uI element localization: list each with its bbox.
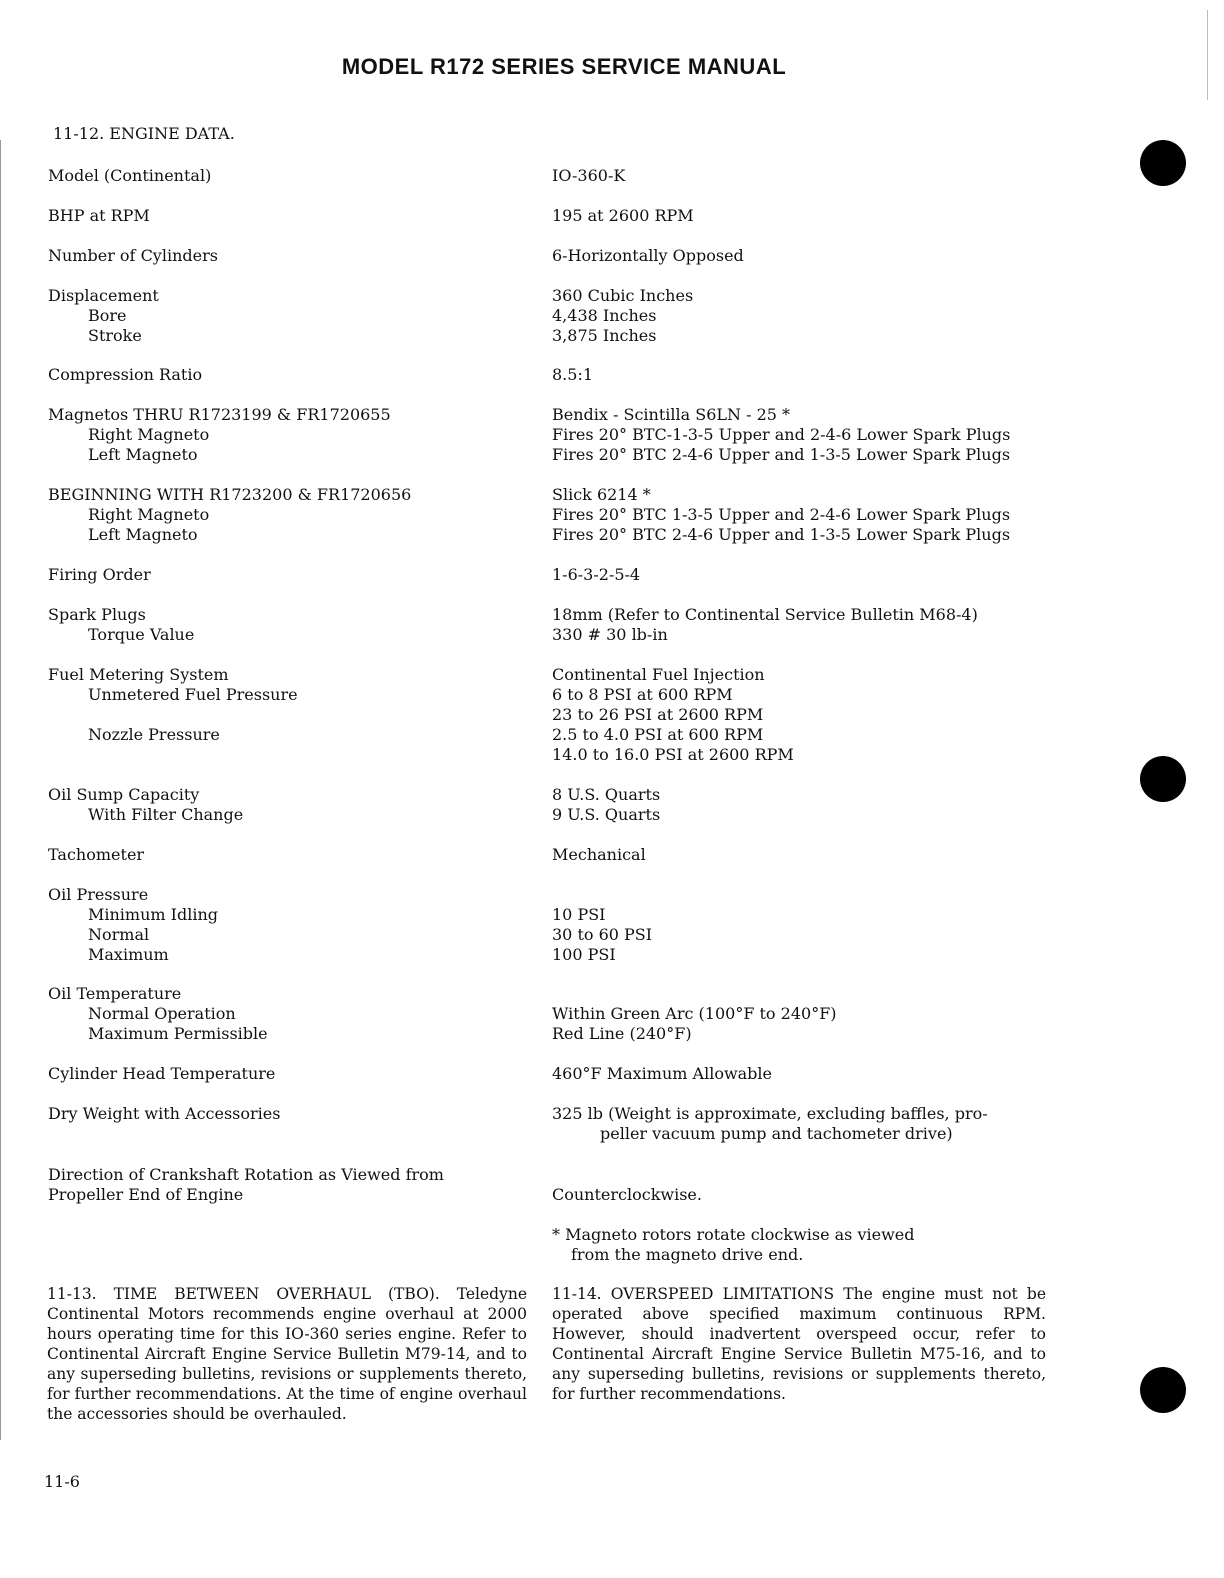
spec-value-line: 330 # 30 lb-in [552,625,668,644]
spec-label-line: Fuel Metering System [48,665,229,684]
footnote [552,1225,1072,1265]
footnote-line-2: from the magneto drive end. [571,1245,804,1264]
spec-label [48,485,528,545]
spec-label [48,166,528,186]
spec-label-line: Maximum [88,945,169,964]
spec-value [552,166,1112,186]
spec-label-line: Torque Value [88,625,195,644]
spec-value-line: 18mm (Refer to Continental Service Bulletin M68-4) [552,605,978,624]
spec-label-line: Oil Pressure [48,885,149,904]
spec-value [552,885,1112,965]
spec-value-line: 9 U.S. Quarts [552,805,661,824]
page-number: 11-6 [44,1472,80,1491]
spec-value-line: 8.5:1 [552,365,594,384]
spec-label-line: Number of Cylinders [48,246,218,265]
spec-label-line: Normal Operation [88,1004,236,1023]
spec-label-line: Left Magneto [88,525,198,544]
spec-value-line: 2.5 to 4.0 PSI at 600 RPM [552,725,764,744]
spec-label-line: Right Magneto [88,425,210,444]
spec-label-line: Spark Plugs [48,605,146,624]
spec-label [48,1165,528,1205]
spec-value [552,206,1112,226]
spec-label [48,246,528,266]
spec-label [48,785,528,825]
spec-value-line: Continental Fuel Injection [552,665,765,684]
left-scan-edge [0,140,1,1440]
spec-label-line: Bore [88,306,127,325]
spec-value [552,785,1112,825]
spec-label-line: Oil Temperature [48,984,182,1003]
spec-value-line [552,885,1112,905]
spec-value [552,605,1112,645]
spec-value-line: 3,875 Inches [552,326,657,345]
spec-value-line: 14.0 to 16.0 PSI at 2600 RPM [552,745,794,764]
spec-value-line: Red Line (240°F) [552,1024,692,1043]
spec-label [48,845,528,865]
spec-label [48,984,528,1044]
spec-label-line: Propeller End of Engine [48,1185,244,1204]
punch-hole-top [1140,140,1186,186]
spec-value-line: Within Green Arc (100°F to 240°F) [552,1004,837,1023]
punch-hole-bottom [1140,1367,1186,1413]
spec-label [48,286,528,346]
spec-value-line: 325 lb (Weight is approximate, excluding baffles, pro- [552,1104,988,1123]
spec-value [552,565,1112,585]
spec-label [48,885,528,965]
spec-value-line: Fires 20° BTC 2-4-6 Upper and 1-3-5 Lower Spark Plugs [552,525,1011,544]
spec-label-line: Cylinder Head Temperature [48,1064,276,1083]
footnote-line-1: * Magneto rotors rotate clockwise as viewed [552,1225,915,1244]
spec-value [552,286,1112,346]
spec-label-line: Oil Sump Capacity [48,785,200,804]
spec-value-line: Counterclockwise. [552,1185,702,1204]
spec-value-line: 4,438 Inches [552,306,657,325]
spec-label-line: Dry Weight with Accessories [48,1104,281,1123]
spec-label [48,1064,528,1084]
tbo-paragraph: 11-13. TIME BETWEEN OVERHAUL (TBO). Teledyne Continental Motors recommends engine overhaul at 2000 hours operating time for this IO-360 series engine. Refer to Continental Aircraft Engine Service Bulletin M79-14, and to any superseding bulletins, revisions or supplements thereto, for further recommendations. At the time of engine overhaul the accessories should be overhauled. [47,1285,527,1423]
spec-value [552,1165,1112,1205]
spec-value-line: IO-360-K [552,166,626,185]
spec-value-line: 460°F Maximum Allowable [552,1064,773,1083]
spec-value-line: Fires 20° BTC 2-4-6 Upper and 1-3-5 Lower Spark Plugs [552,445,1011,464]
spec-label-line: BEGINNING WITH R1723200 & FR1720656 [48,485,412,504]
spec-label-line [48,705,528,725]
spec-value-line: Slick 6214 * [552,485,651,504]
spec-label [48,665,528,745]
spec-value-line: Bendix - Scintilla S6LN - 25 * [552,405,791,424]
page-header: MODEL R172 SERIES SERVICE MANUAL [341,54,787,79]
spec-label [48,605,528,645]
spec-value-line: 8 U.S. Quarts [552,785,661,804]
spec-value [552,845,1112,865]
spec-label-line: Firing Order [48,565,151,584]
section-title: 11-12. ENGINE DATA. [53,124,235,143]
spec-label-line: Left Magneto [88,445,198,464]
spec-label-line: Minimum Idling [88,905,218,924]
spec-value-line: Mechanical [552,845,646,864]
spec-label [48,565,528,585]
spec-label-line: With Filter Change [88,805,244,824]
spec-label-line: Direction of Crankshaft Rotation as Viewed from [48,1165,444,1184]
spec-value-line: 6 to 8 PSI at 600 RPM [552,685,733,704]
spec-value-line: 100 PSI [552,945,616,964]
spec-label-line: Normal [88,925,150,944]
spec-value-line: 1-6-3-2-5-4 [552,565,641,584]
spec-value [552,1104,1112,1144]
punch-hole-middle [1140,756,1186,802]
spec-value-line [552,984,1112,1004]
spec-value-line: Fires 20° BTC 1-3-5 Upper and 2-4-6 Lower Spark Plugs [552,505,1011,524]
spec-value-line: 30 to 60 PSI [552,925,653,944]
spec-label [48,206,528,226]
spec-value [552,1064,1112,1084]
spec-label [48,365,528,385]
spec-label [48,1104,528,1124]
spec-value-line: Fires 20° BTC-1-3-5 Upper and 2-4-6 Lower Spark Plugs [552,425,1011,444]
spec-label-line: Stroke [88,326,142,345]
spec-value-line: 360 Cubic Inches [552,286,694,305]
spec-label-line: Maximum Permissible [88,1024,268,1043]
spec-value [552,246,1112,266]
right-scan-edge [1207,10,1208,100]
spec-label-line: BHP at RPM [48,206,150,225]
spec-value-line: 6-Horizontally Opposed [552,246,744,265]
spec-label-line: Right Magneto [88,505,210,524]
spec-label-line: Compression Ratio [48,365,203,384]
spec-label-line: Nozzle Pressure [88,725,220,744]
spec-label-line: Magnetos THRU R1723199 & FR1720655 [48,405,391,424]
spec-value [552,984,1112,1044]
spec-value-line: 10 PSI [552,905,606,924]
spec-value-line: 195 at 2600 RPM [552,206,694,225]
spec-value [552,485,1112,545]
spec-label-line: Displacement [48,286,159,305]
spec-label [48,405,528,465]
overspeed-paragraph: 11-14. OVERSPEED LIMITATIONS The engine must not be operated above specified maximum continuous RPM. However, should inadvertent overspeed occur, refer to Continental Aircraft Engine Service Bulletin M75-16, and to any superseding bulletins, revisions or supplements thereto, for further recommendations. [552,1285,1046,1403]
spec-value-line [552,1165,1112,1185]
spec-value-line: peller vacuum pump and tachometer drive) [600,1124,953,1143]
spec-value-line: 23 to 26 PSI at 2600 RPM [552,705,764,724]
spec-value [552,405,1112,465]
spec-label-line: Model (Continental) [48,166,212,185]
spec-label-line: Unmetered Fuel Pressure [88,685,298,704]
spec-value [552,665,1112,765]
spec-label-line: Tachometer [48,845,145,864]
spec-value [552,365,1112,385]
